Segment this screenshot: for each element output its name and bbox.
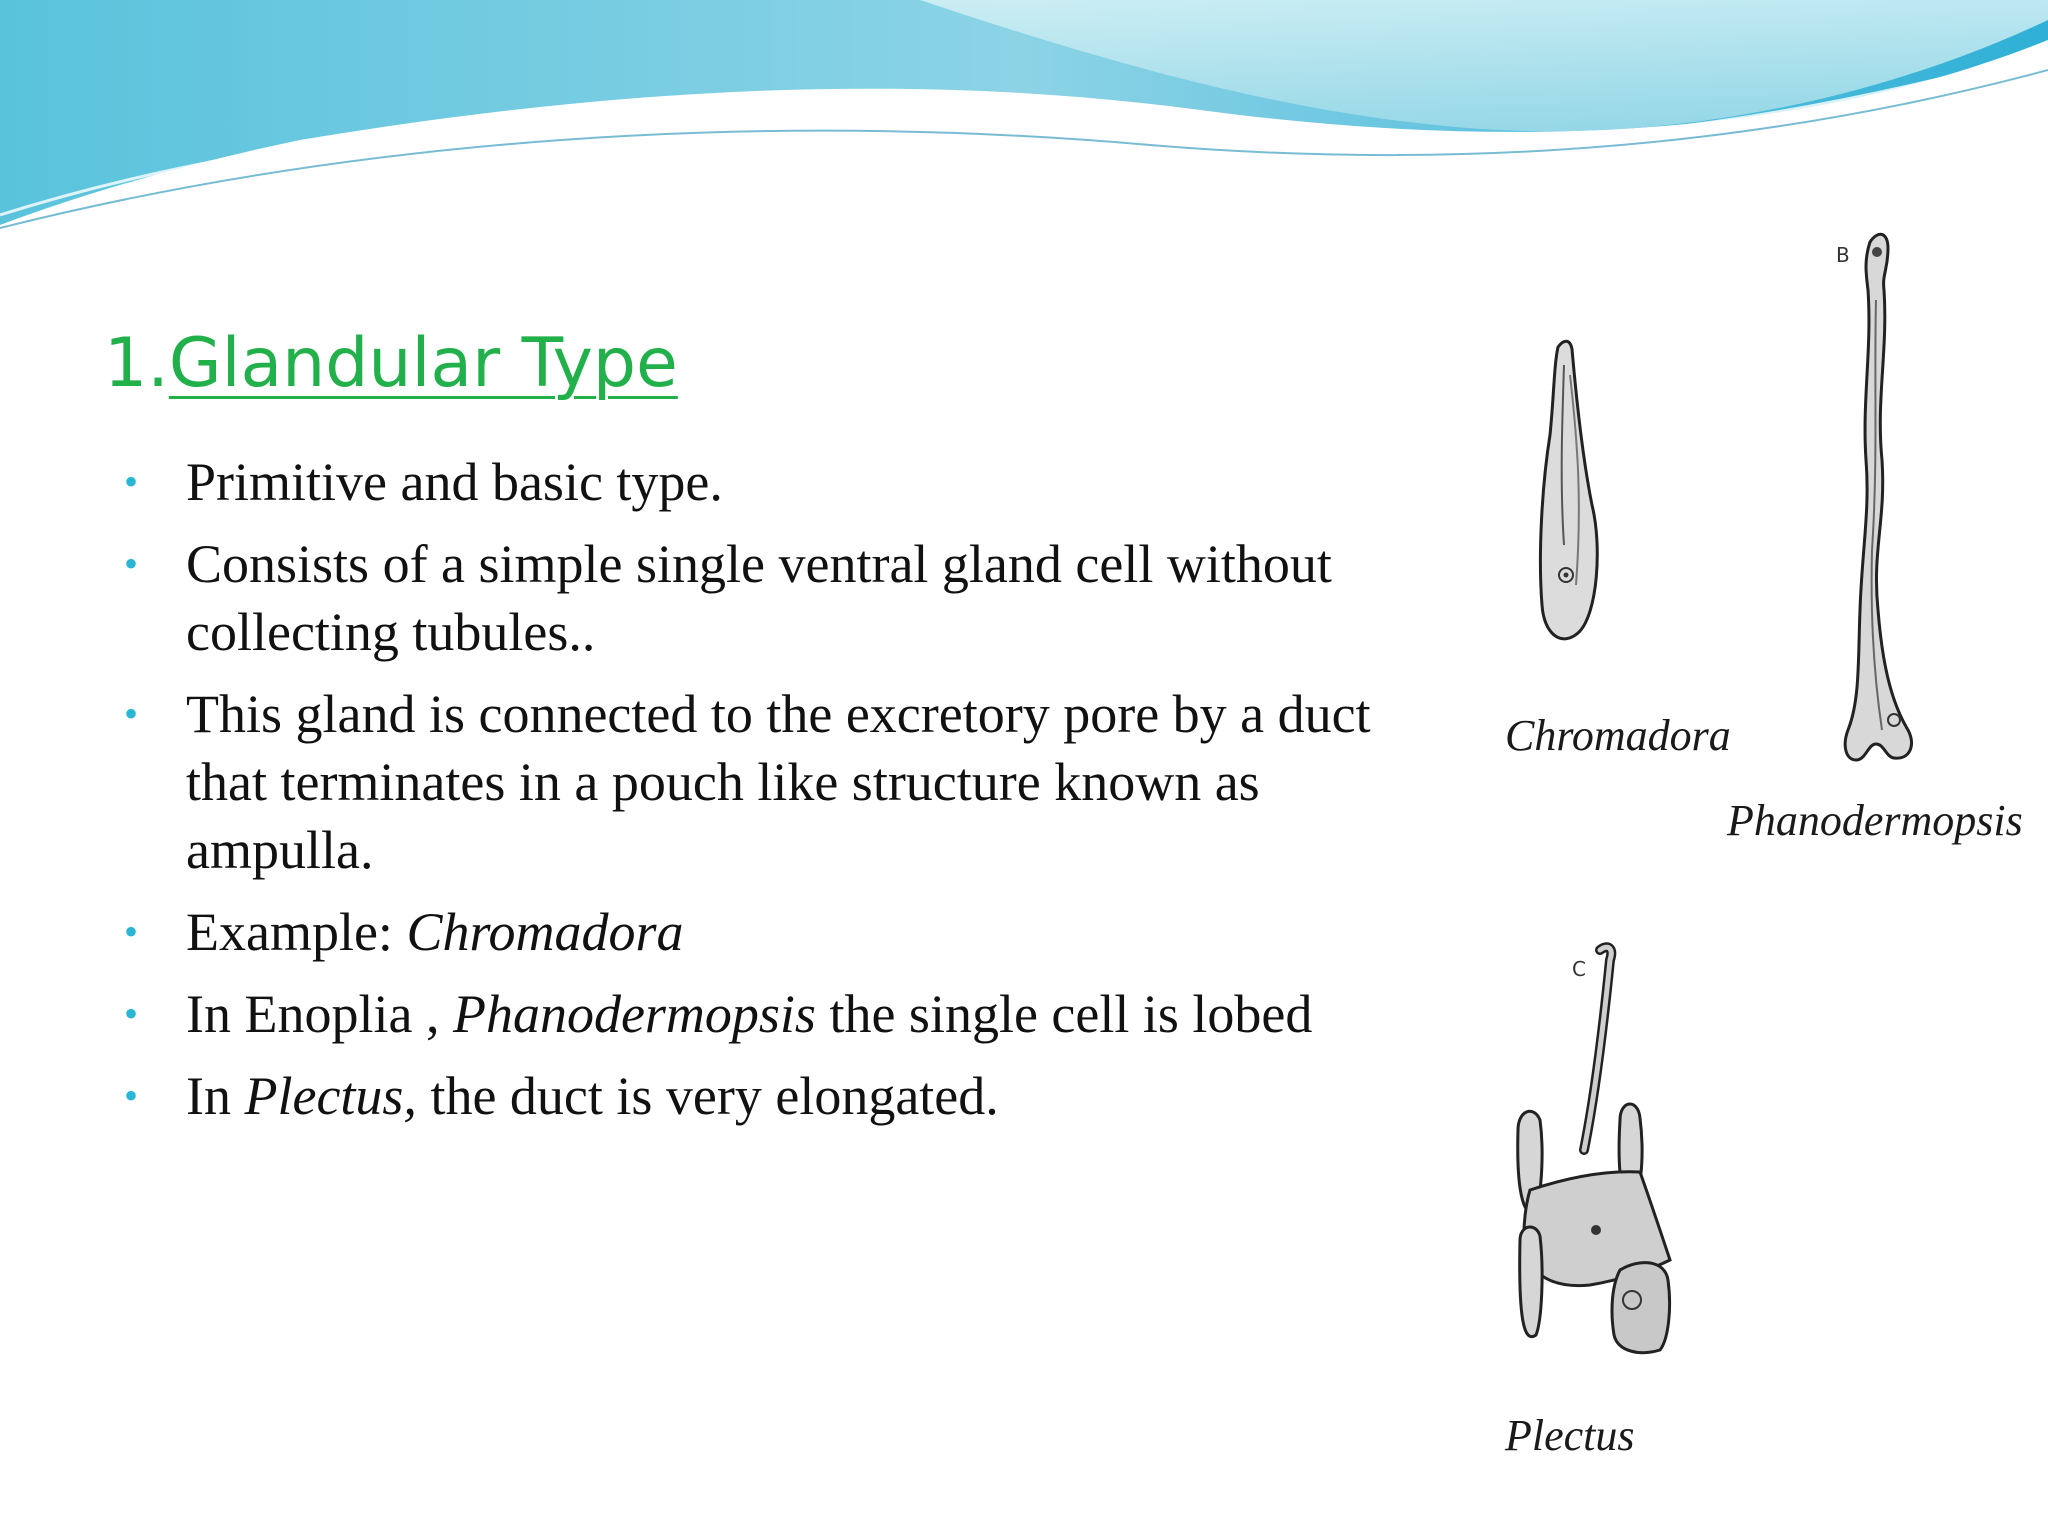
bullet-dot-icon: • — [124, 909, 139, 954]
title-text: Glandular Type — [168, 324, 678, 403]
bullet-text: Consists of a simple single ventral gland cell without collecting tubules.. — [186, 534, 1332, 662]
bullet-list — [120, 448, 1420, 1144]
bullet-text: This gland is connected to the excretory pore by a duct that terminates in a pouch like structure known as ampulla. — [186, 684, 1371, 880]
chromadora-figure — [1520, 335, 1620, 645]
phanodermopsis-caption: Phanodermopsis — [1727, 796, 2023, 845]
bullet-dot-icon: • — [124, 991, 139, 1036]
bullet-item — [120, 980, 1420, 1048]
bullet-item — [120, 680, 1420, 884]
plectus-letter: C — [1572, 957, 1586, 981]
bullet-italic-text: Plectus, — [244, 1066, 417, 1126]
bullet-text: In — [186, 1066, 245, 1126]
bullet-italic-text: Chromadora — [406, 902, 684, 962]
bullet-dot-icon: • — [124, 691, 139, 736]
bullet-dot-icon: • — [124, 459, 139, 504]
bullet-dot-icon: • — [124, 541, 139, 586]
bullet-text: Example: — [186, 902, 407, 962]
bullet-dot-icon: • — [124, 1073, 139, 1118]
wave-banner — [0, 0, 2048, 240]
bullet-text: Primitive and basic type. — [186, 452, 723, 512]
phanodermopsis-figure — [1820, 230, 1950, 770]
bullet-text: In Enoplia , — [186, 984, 453, 1044]
plectus-caption: Plectus — [1505, 1411, 1635, 1460]
chromadora-caption: Chromadora — [1505, 711, 1731, 760]
bullet-item — [120, 448, 1420, 516]
bullet-item — [120, 530, 1420, 666]
bullet-text: the duct is very elongated. — [416, 1066, 999, 1126]
bullet-item — [120, 898, 1420, 966]
slide-title — [104, 324, 678, 403]
bullet-text: the single cell is lobed — [815, 984, 1313, 1044]
bullet-item — [120, 1062, 1420, 1130]
bullet-italic-text: Phanodermopsis — [452, 984, 816, 1044]
title-number: 1. — [104, 324, 169, 403]
plectus-figure — [1500, 940, 1690, 1380]
phanodermopsis-letter: B — [1836, 243, 1850, 267]
